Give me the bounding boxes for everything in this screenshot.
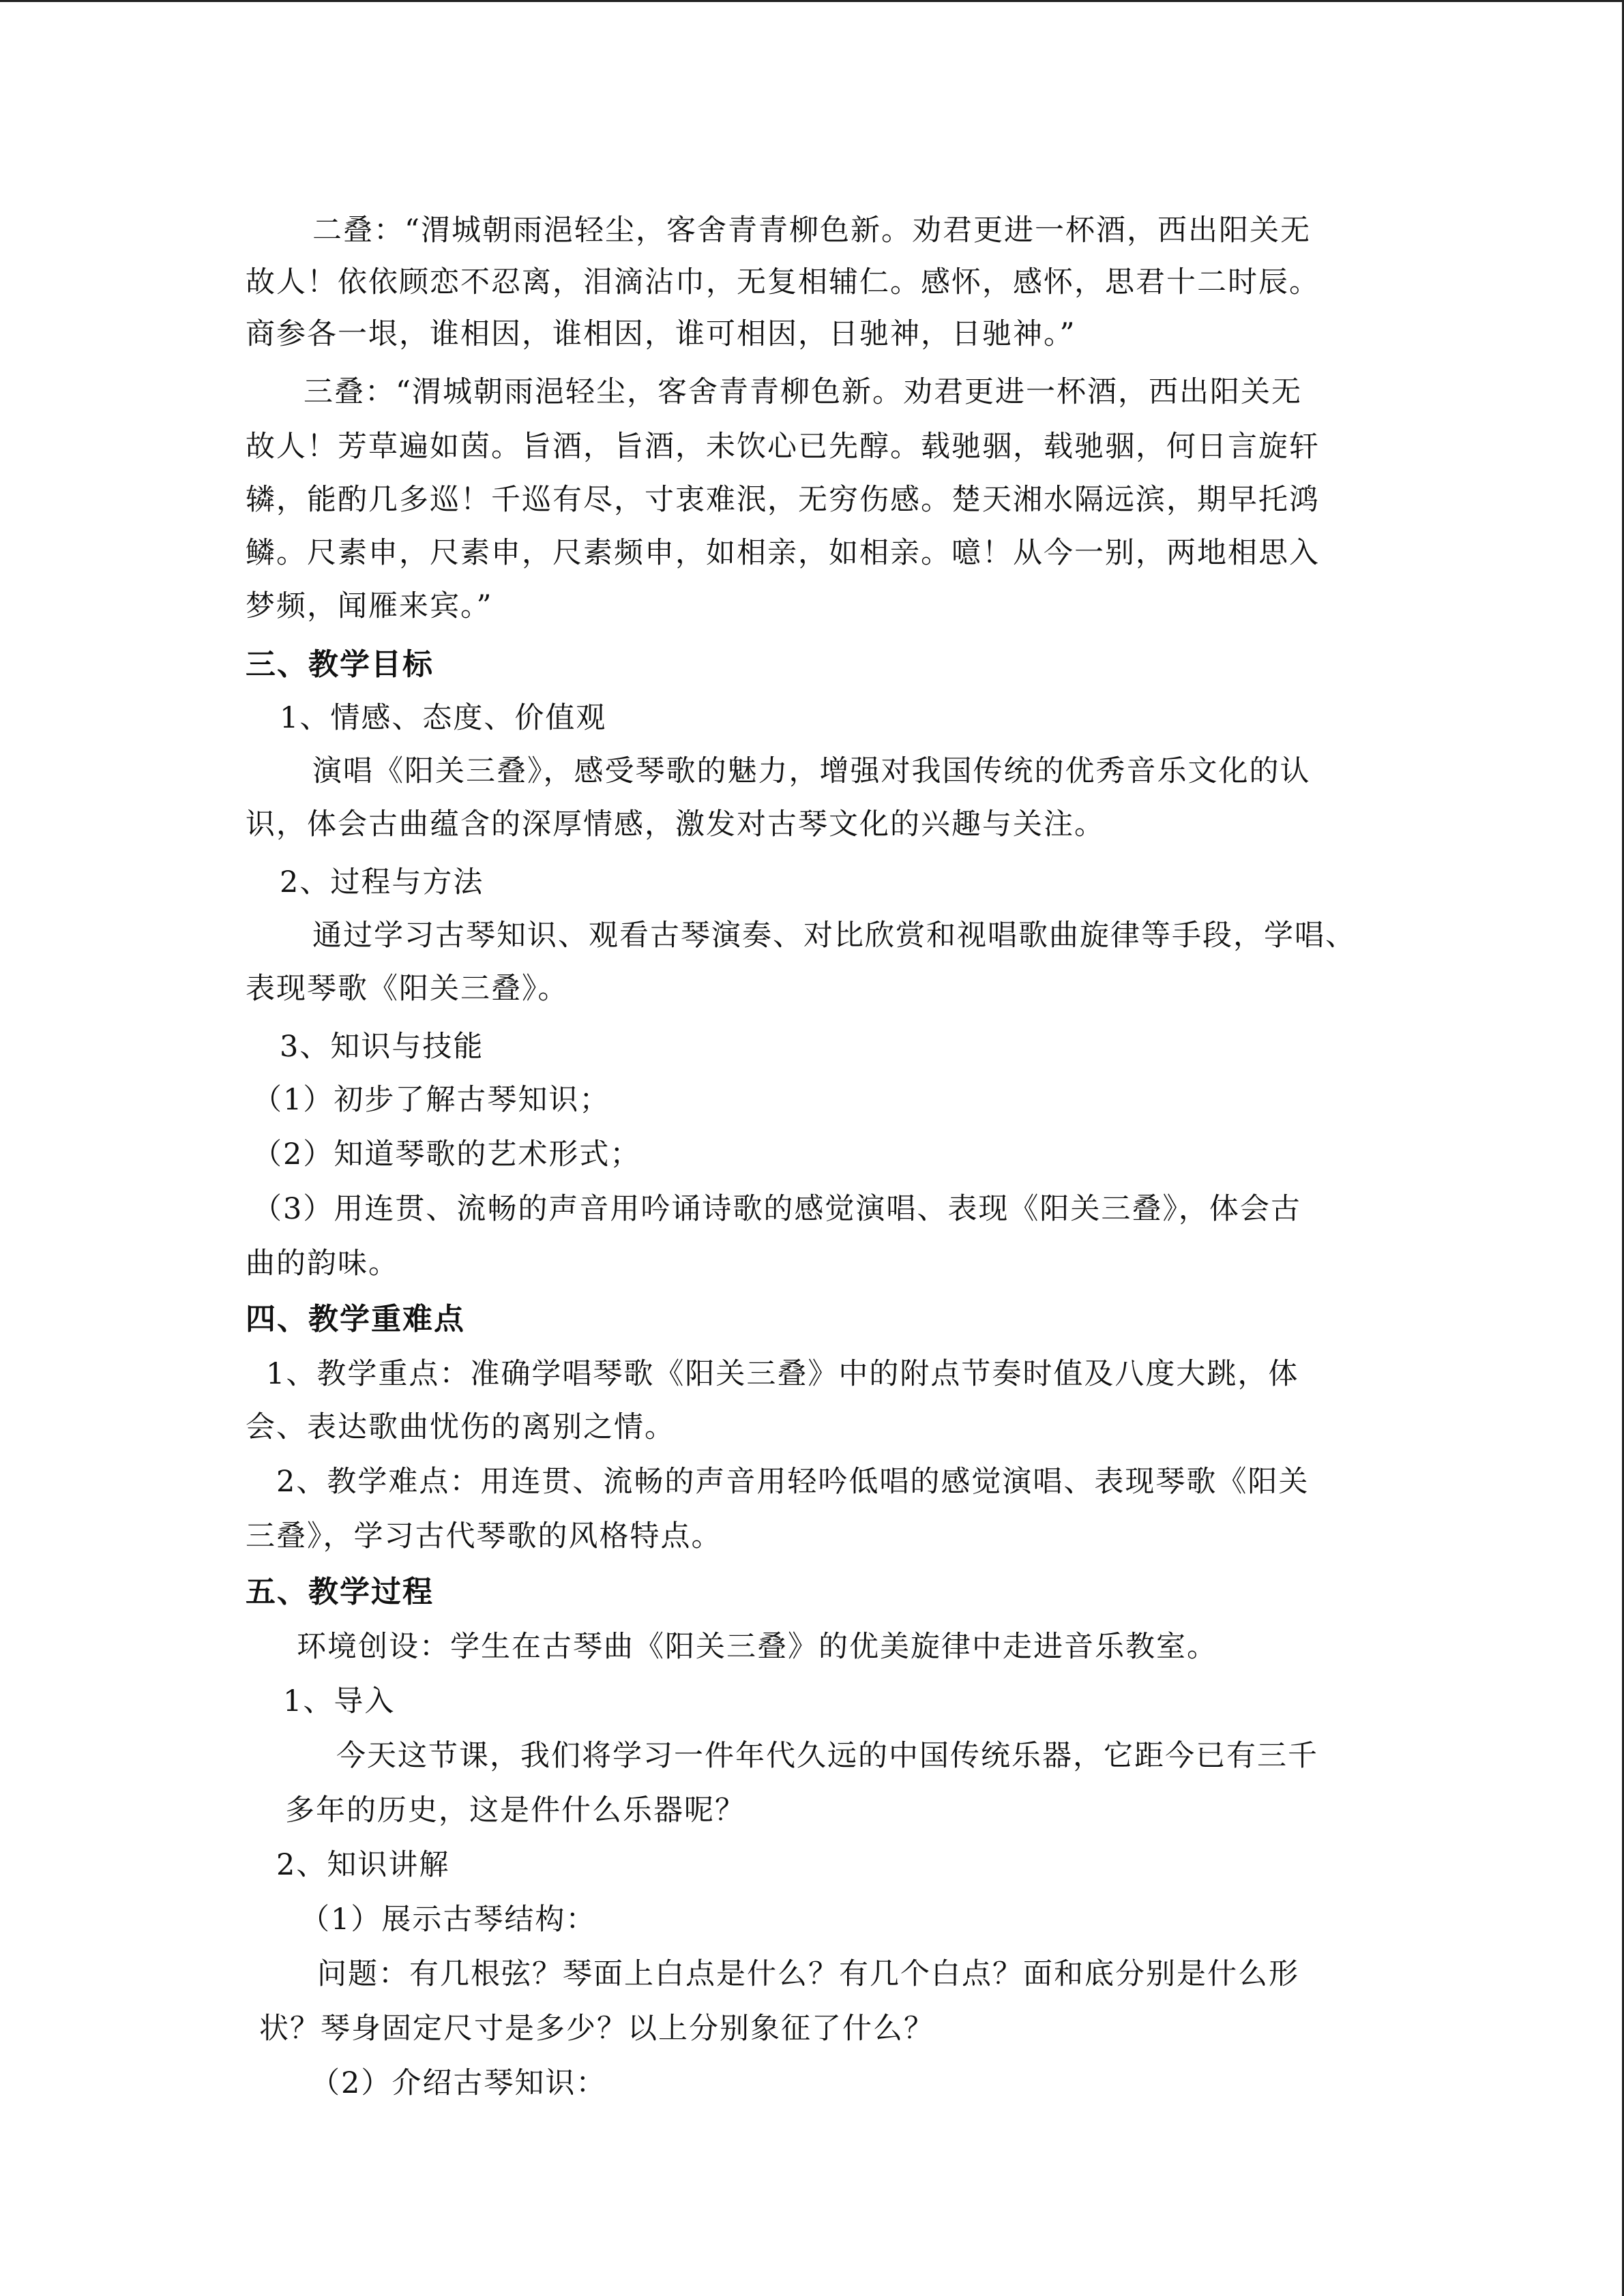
difficulty-line-2: 三叠》，学习古代琴歌的风格特点。 xyxy=(246,1519,722,1553)
section-heading-process: 五、教学过程 xyxy=(246,1575,434,1609)
subheading-knowledge: 3、知识与技能 xyxy=(280,1030,484,1064)
knowledge-item-1: （1）初步了解古琴知识； xyxy=(252,1083,610,1117)
question-line-1: 问题：有几根弦？琴面上白点是什么？有几个白点？面和底分别是什么形 xyxy=(317,1957,1299,1991)
subheading-intro: 1、导入 xyxy=(283,1684,396,1718)
knowledge-item-3-line-1: （3）用连贯、流畅的声音用吟诵诗歌的感觉演唱、表现《阳关三叠》，体会古 xyxy=(252,1192,1301,1226)
key-point-line-2: 会、表达歌曲忧伤的离别之情。 xyxy=(246,1410,675,1444)
lyric-sandie-line-5: 梦频，闻雁来宾。” xyxy=(246,589,493,623)
intro-text-line-2: 多年的历史，这是件什么乐器呢？ xyxy=(285,1793,745,1828)
lyric-erdie-line-3: 商参各一垠，谁相因，谁相因，谁可相因，日驰神，日驰神。” xyxy=(246,317,1076,351)
intro-text-line-1: 今天这节课，我们将学习一件年代久远的中国传统乐器，它距今已有三千 xyxy=(336,1739,1318,1773)
emotion-text-line-2: 识，体会古曲蕴含的深厚情感，激发对古琴文化的兴趣与关注。 xyxy=(246,807,1105,841)
lyric-erdie-line-1: 二叠：“渭城朝雨浥轻尘，客舍青青柳色新。劝君更进一杯酒，西出阳关无 xyxy=(312,213,1311,248)
page-border-top xyxy=(0,0,1624,2)
section-heading-key-points: 四、教学重难点 xyxy=(246,1302,465,1337)
subheading-emotion: 1、情感、态度、价值观 xyxy=(280,701,607,735)
knowledge-item-3-line-2: 曲的韵味。 xyxy=(246,1247,399,1281)
lyric-sandie-line-4: 鳞。尺素申，尺素申，尺素频申，如相亲，如相亲。噫！从今一别，两地相思入 xyxy=(246,536,1320,570)
environment-text: 环境创设：学生在古琴曲《阳关三叠》的优美旋律中走进音乐教室。 xyxy=(297,1630,1217,1664)
process-text-line-1: 通过学习古琴知识、观看古琴演奏、对比欣赏和视唱歌曲旋律等手段，学唱、 xyxy=(312,919,1356,953)
lyric-erdie-line-2: 故人！依依顾恋不忍离，泪滴沾巾，无复相辅仁。感怀，感怀，思君十二时辰。 xyxy=(246,265,1320,299)
difficulty-line-1: 2、教学难点：用连贯、流畅的声音用轻吟低唱的感觉演唱、表现琴歌《阳关 xyxy=(276,1465,1310,1499)
subheading-knowledge-lecture: 2、知识讲解 xyxy=(276,1848,450,1882)
question-line-2: 状？琴身固定尺寸是多少？以上分别象征了什么？ xyxy=(259,2012,934,2046)
introduce-knowledge-text: （2）介绍古琴知识： xyxy=(310,2066,607,2100)
lyric-sandie-line-1: 三叠：“渭城朝雨浥轻尘，客舍青青柳色新。劝君更进一杯酒，西出阳关无 xyxy=(304,375,1302,409)
section-heading-objectives: 三、教学目标 xyxy=(246,647,434,682)
lyric-sandie-line-3: 辚，能酌几多巡！千巡有尽，寸衷难泯，无穷伤感。楚天湘水隔远滨，期早托鸿 xyxy=(246,483,1320,517)
process-text-line-2: 表现琴歌《阳关三叠》。 xyxy=(246,972,569,1006)
key-point-line-1: 1、教学重点：准确学唱琴歌《阳关三叠》中的附点节奏时值及八度大跳，体 xyxy=(266,1357,1299,1391)
subheading-process: 2、过程与方法 xyxy=(280,865,484,899)
knowledge-item-2: （2）知道琴歌的艺术形式； xyxy=(252,1137,641,1172)
emotion-text-line-1: 演唱《阳关三叠》，感受琴歌的魅力，增强对我国传统的优秀音乐文化的认 xyxy=(312,754,1311,788)
lyric-sandie-line-2: 故人！芳草遍如茵。旨酒，旨酒，未饮心已先醇。载驰骃，载驰骃，何日言旋轩 xyxy=(246,430,1320,464)
show-structure-text: （1）展示古琴结构： xyxy=(300,1903,597,1937)
